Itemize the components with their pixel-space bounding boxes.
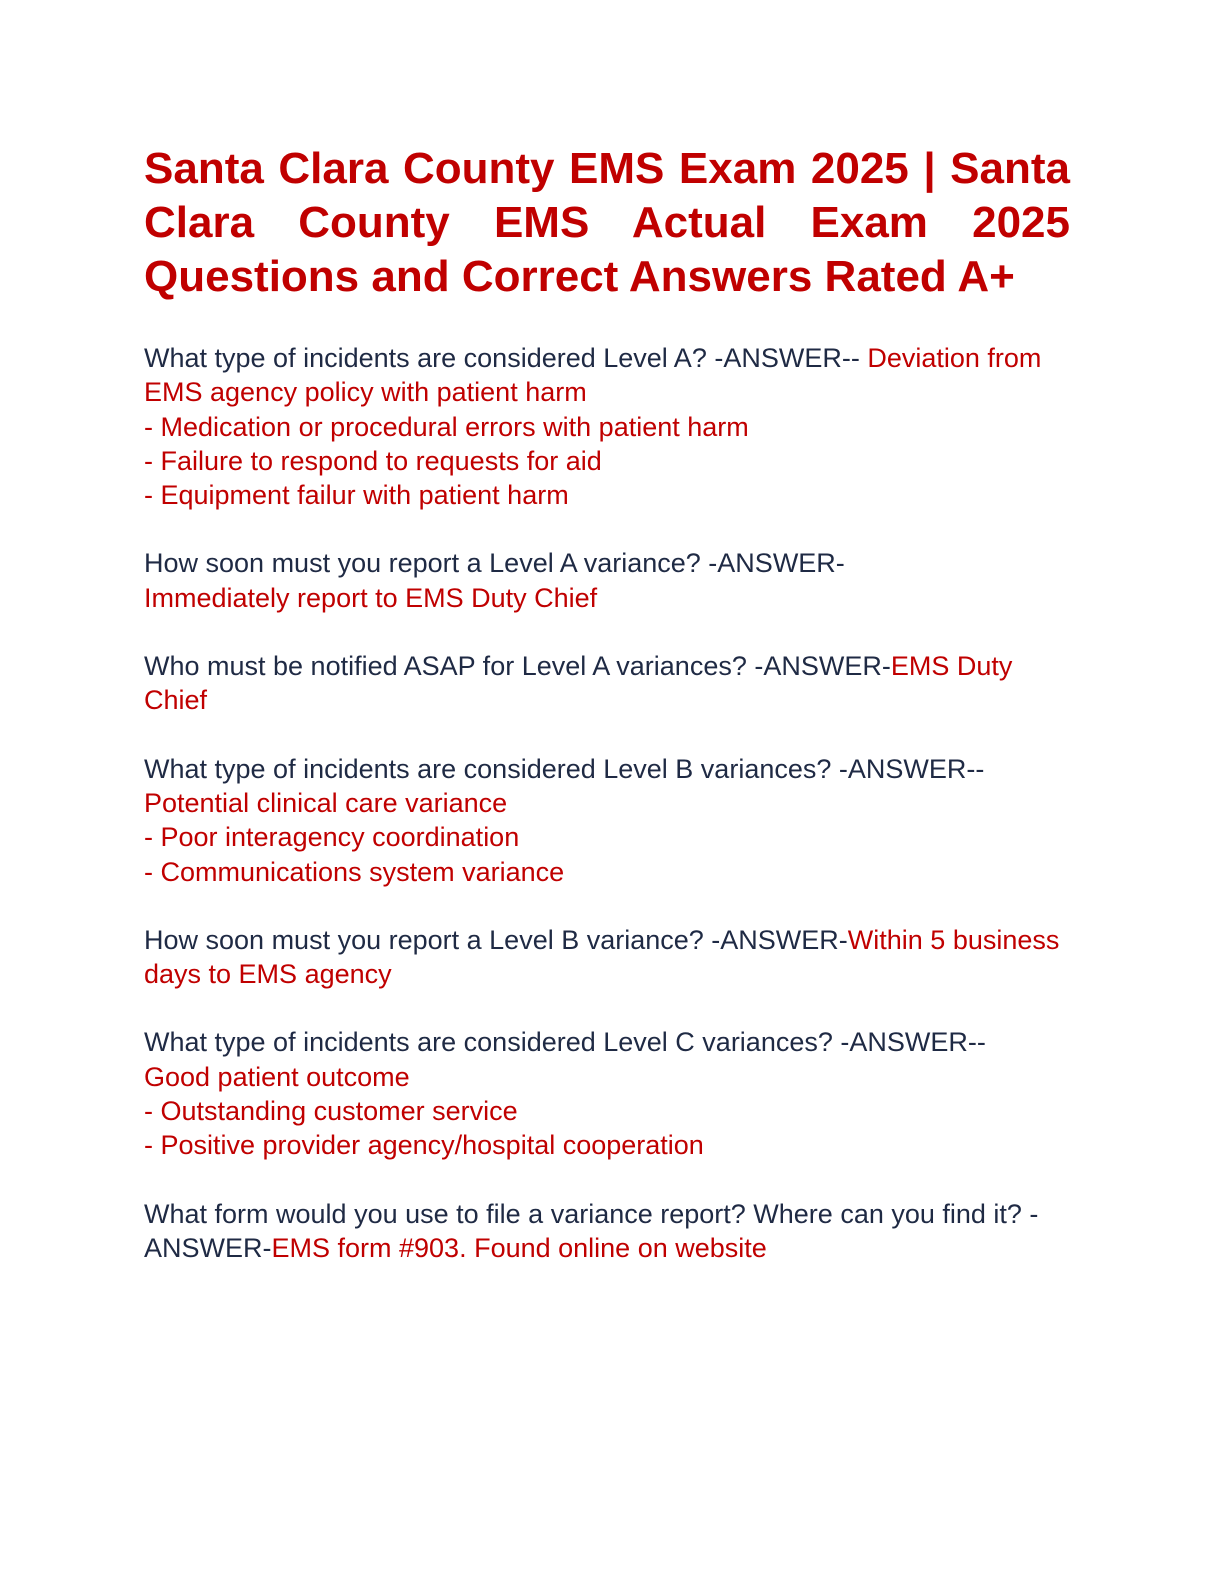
answer-line: - Poor interagency coordination xyxy=(144,822,520,853)
answer-line: - Equipment failur with patient harm xyxy=(144,480,569,511)
qa-item xyxy=(144,546,1070,615)
answer-line: - Communications system variance xyxy=(144,856,565,887)
answer-text: EMS form #903. Found online on website xyxy=(271,1232,767,1263)
answer-line: - Outstanding customer service xyxy=(144,1096,518,1127)
document-title: Santa Clara County EMS Exam 2025 | Santa Clara County EMS Actual Exam 2025 Questions and Correct Answers Rated A+ xyxy=(144,144,1070,301)
qa-item xyxy=(144,1197,1070,1266)
document-page xyxy=(144,142,1070,1299)
answer-text: Within 5 business days to EMS agency xyxy=(144,924,1060,990)
qa-item xyxy=(144,1025,1070,1162)
qa-item xyxy=(144,649,1070,718)
question-text: What form would you use to file a variance report? Where can you find it? -ANSWER- xyxy=(144,1198,1039,1263)
answer-line: Potential clinical care variance xyxy=(144,787,508,818)
question-text: How soon must you report a Level B variance? -ANSWER- xyxy=(144,924,848,955)
answer-line: Good patient outcome xyxy=(144,1061,410,1092)
qa-item xyxy=(144,752,1070,889)
answer-text: EMS Duty Chief xyxy=(144,651,1013,716)
question-text: How soon must you report a Level A variance? -ANSWER- xyxy=(144,548,845,579)
qa-item xyxy=(144,923,1070,992)
answer-line: - Medication or procedural errors with patient harm xyxy=(144,411,749,442)
qa-item xyxy=(144,341,1070,512)
question-text: Who must be notified ASAP for Level A variances? -ANSWER- xyxy=(144,651,891,682)
answer-text: Deviation from EMS agency policy with patient harm xyxy=(144,343,1042,408)
answer-line: - Failure to respond to requests for aid xyxy=(144,445,602,476)
answer-line: - Positive provider agency/hospital cooperation xyxy=(144,1130,704,1161)
question-text: What type of incidents are considered Level A? -ANSWER-- xyxy=(144,343,860,373)
question-text: What type of incidents are considered Level B variances? -ANSWER-- xyxy=(144,753,985,784)
question-text: What type of incidents are considered Level C variances? -ANSWER-- xyxy=(144,1027,986,1058)
answer-line: Immediately report to EMS Duty Chief xyxy=(144,582,598,613)
